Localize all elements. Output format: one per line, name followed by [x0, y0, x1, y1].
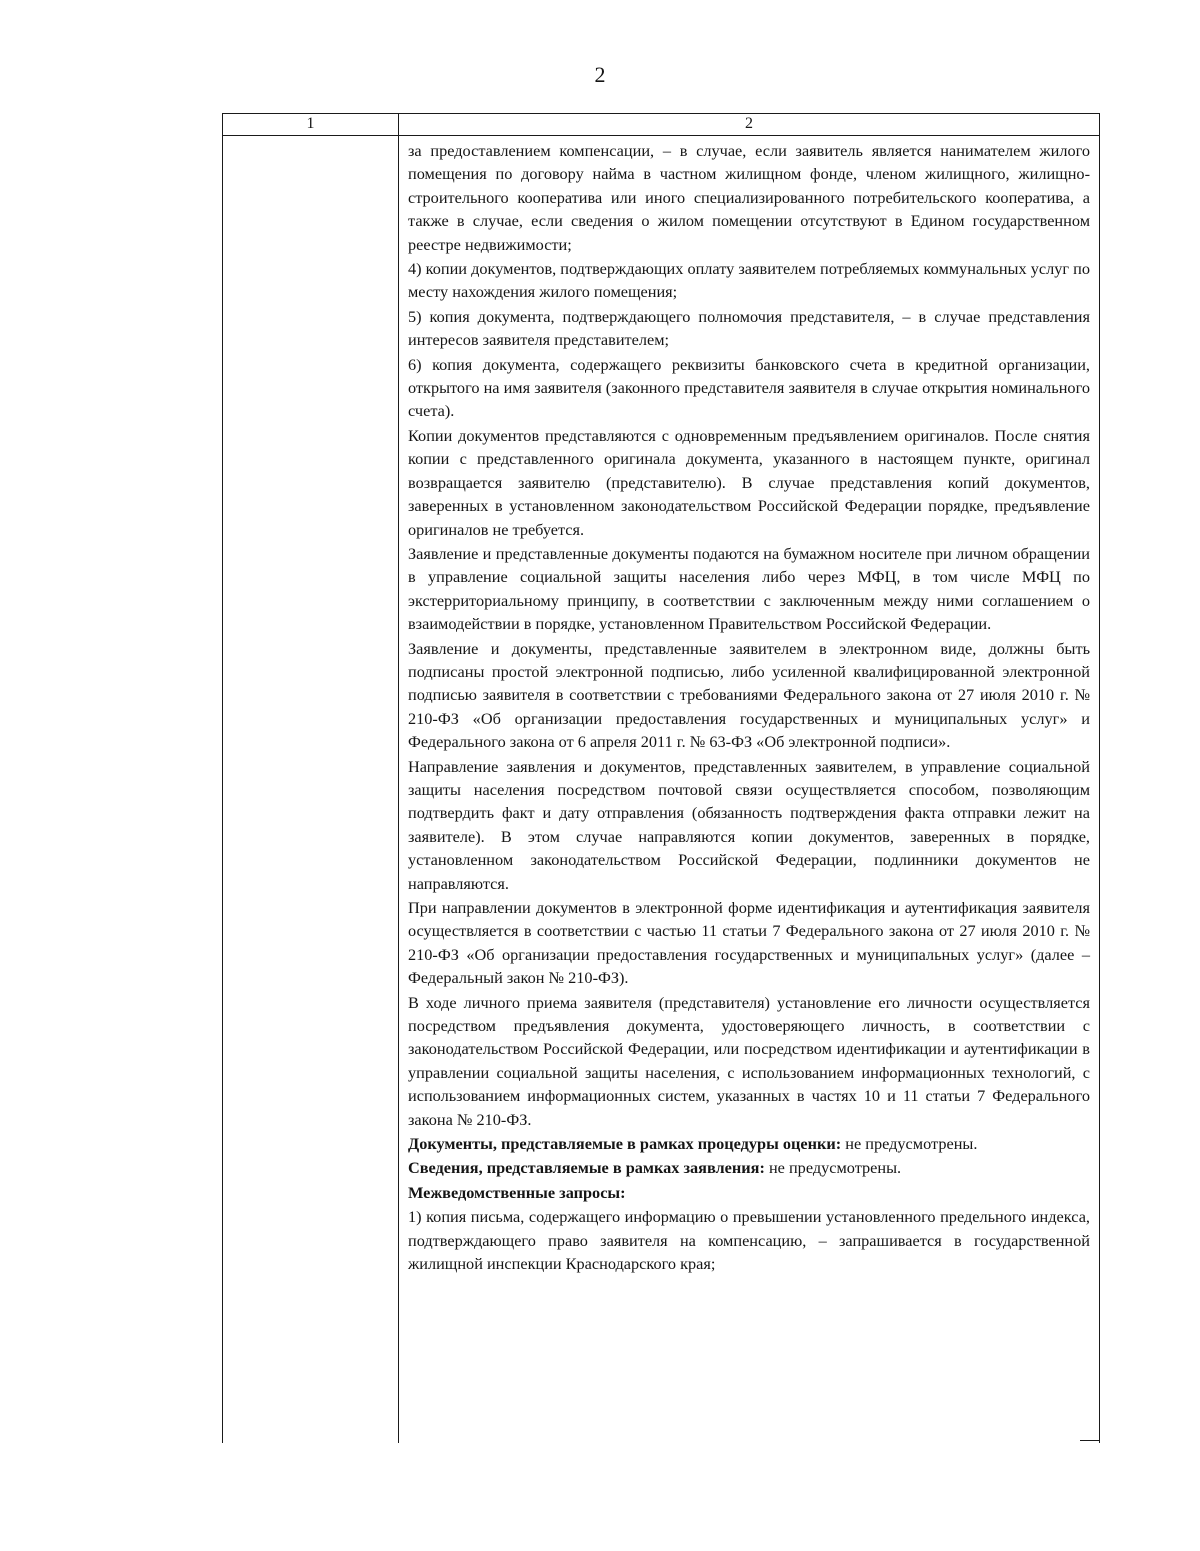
document-table: [222, 113, 1100, 1443]
application-info-label: Сведения, представляемые в рамках заявления:: [408, 1158, 765, 1178]
interagency-item-1: 1) копия письма, содержащего информацию о превышении установленного предельного индекса, подтверждающего право заявителя на компенсацию, – запрашивается в государственной жилищной инспекции Краснодарского края;: [408, 1207, 1090, 1274]
list-item-4-payment-copies: 4) копии документов, подтверждающих оплату заявителем потребляемых коммунальных услуг по месту нахождения жилого помещения;: [408, 259, 1090, 302]
paragraph-personal-identification: В ходе личного приема заявителя (представителя) установление его личности осуществляется посредством предъявления документа, удостоверяющего личность, в соответствии с законодательством Российской Федерации, или посредством идентификации и аутентификации в управлении социальной защиты населения, с использованием информационных технологий, с использованием информационных систем, указанных в частях 10 и 11 статьи 7 Федерального закона № 210-ФЗ.: [408, 992, 1090, 1129]
interagency-requests-heading: [408, 1181, 1090, 1204]
paragraph-electronic-signature: Заявление и документы, представленные заявителем в электронном виде, должны быть подписаны простой электронной подписью, либо усиленной квалифицированной электронной подписью заявителя в соответствии с требованиями Федерального закона от 27 июля 2010 г. № 210-ФЗ «Об организации предоставления государственных и муниципальных услуг» и Федерального закона от 6 апреля 2011 г. № 63-ФЗ «Об электронной подписи».: [408, 638, 1090, 752]
header-cell-column-1: 1: [306, 115, 315, 132]
page-number: 2: [594, 62, 606, 87]
paragraph-copies-originals: Копии документов представляются с одновременным предъявлением оригиналов. После снятия копии с представленного оригинала документа, указанного в настоящем пункте, оригинал возвращается заявителю (представителю). В случае представления копий документов, заверенных в установленном законодательством Российской Федерации порядке, предъявление оригиналов не требуется.: [408, 425, 1090, 539]
table-header-row: [223, 114, 1099, 136]
paragraph-postal-submission: Направление заявления и документов, представленных заявителем, в управление социальной защиты населения посредством почтовой связи осуществляется способом, позволяющим подтвердить факт и дату отправления (обязанность подтверждения факта отправки лежит на заявителе). В этом случае направляются копии документов, заверенных в порядке, установленном законодательством Российской Федерации, подлинники документов не направляются.: [408, 756, 1090, 893]
paragraph-paper-submission: Заявление и представленные документы подаются на бумажном носителе при личном обращении в управление социальной защиты населения либо через МФЦ, в том числе МФЦ по экстерриториальному принципу, в соответствии с заключенным между ними соглашением о взаимодействии в порядке, установленном Правительством Российской Федерации.: [408, 543, 1090, 634]
header-cell-column-2: 2: [745, 115, 753, 132]
application-info-value: не предусмотрены.: [764, 1158, 902, 1178]
column-divider: [398, 114, 399, 1443]
content-cell: [408, 139, 1090, 1277]
assessment-documents-label: Документы, представляемые в рамках процедуры оценки:: [408, 1134, 842, 1154]
assessment-documents-value: не предусмотрены.: [841, 1134, 978, 1154]
list-item-6-bank-details: 6) копия документа, содержащего реквизиты банковского счета в кредитной организации, открытого на имя заявителя (законного представителя заявителя в случае открытия номинального счета).: [408, 354, 1090, 421]
paragraph-electronic-identification: При направлении документов в электронной форме идентификация и аутентификация заявителя осуществляется в соответствии с частью 11 статьи 7 Федерального закона от 27 июля 2010 г. № 210-ФЗ «Об организации предоставления государственных и муниципальных услуг» (далее – Федеральный закон № 210-ФЗ).: [408, 898, 1090, 988]
interagency-requests-label: Межведомственные запросы:: [408, 1182, 626, 1202]
table-bottom-edge-mark: [1080, 1440, 1100, 1441]
paragraph-application-info: [408, 1156, 1090, 1179]
paragraph-compensation-conditions: за предоставлением компенсации, – в случае, если заявитель является нанимателем жилого помещения по договору найма в частном жилищном фонде, членом жилищного, жилищно-строительного кооператива или иного специализированного потребительского кооператива, а также в случае, если сведения о жилом помещении отсутствуют в Едином государственном реестре недвижимости;: [408, 141, 1090, 254]
list-item-5-representative-authority: 5) копия документа, подтверждающего полномочия представителя, – в случае представления интересов заявителя представителем;: [408, 306, 1090, 350]
paragraph-assessment-documents: [408, 1132, 1090, 1155]
